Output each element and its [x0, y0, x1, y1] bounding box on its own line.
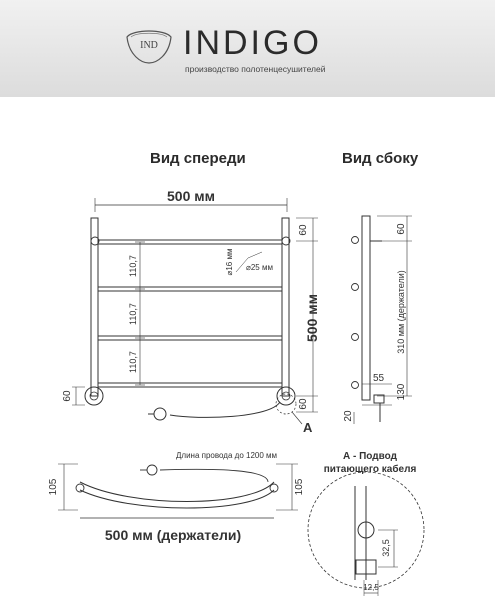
- side-depth-130: 130: [396, 383, 407, 401]
- top-view-drawing: [58, 464, 298, 518]
- outer-diameter-label: ⌀25 мм: [246, 263, 273, 272]
- front-view-drawing: [72, 198, 318, 424]
- power-cable: [170, 402, 280, 417]
- spacing-3-label: 110,7: [128, 351, 138, 373]
- side-rung-3: [352, 334, 359, 341]
- spacing-1-label: 110,7: [128, 255, 138, 277]
- side-rung-1: [352, 237, 359, 244]
- side-bottom-20: 20: [343, 410, 354, 422]
- top-cable: [160, 469, 268, 482]
- top-holder-right: [270, 484, 278, 492]
- side-top-offset: 60: [396, 223, 407, 235]
- side-view-title: Вид сбоку: [342, 150, 419, 167]
- detail-dim-32-5: 32,5: [381, 539, 391, 557]
- top-depth-right: 105: [294, 478, 305, 496]
- callout-a-label: A: [303, 420, 313, 435]
- brand-tagline: производство полотенцесушителей: [185, 64, 326, 74]
- side-post: [362, 216, 370, 400]
- spacing-2-label: 110,7: [128, 303, 138, 325]
- side-depth-55: 55: [373, 373, 385, 384]
- logo-text: IND: [140, 40, 158, 51]
- front-view-title: Вид спереди: [150, 150, 246, 167]
- front-top-offset: 60: [298, 224, 309, 236]
- side-rung-4: [352, 382, 359, 389]
- brand-name: INDIGO: [183, 24, 322, 62]
- detail-dim-12-5: 12,5: [363, 583, 379, 592]
- front-left-bottom-offset: 60: [62, 390, 73, 402]
- front-bottom-offset: 60: [298, 398, 309, 410]
- top-rail-outer: [80, 482, 274, 502]
- pipe-diameter-label: ⌀16 мм: [225, 248, 234, 276]
- top-depth-left: 105: [48, 478, 59, 496]
- side-holders-label: 310 мм (держатели): [396, 270, 406, 354]
- top-width-label: 500 мм (держатели): [104, 527, 242, 543]
- plug-icon: [154, 408, 166, 420]
- detail-a-title-line2: питающего кабеля: [323, 464, 417, 475]
- detail-a-drawing: [308, 472, 424, 596]
- top-plug-icon: [147, 465, 157, 475]
- detail-a-title-line1: А - Подвод: [343, 451, 397, 462]
- front-height-label: 500 мм: [304, 294, 320, 342]
- cable-length-label: Длина провода до 1200 мм: [176, 451, 278, 460]
- top-holder-left: [76, 484, 84, 492]
- front-width-label: 500 мм: [167, 188, 215, 204]
- side-rung-2: [352, 284, 359, 291]
